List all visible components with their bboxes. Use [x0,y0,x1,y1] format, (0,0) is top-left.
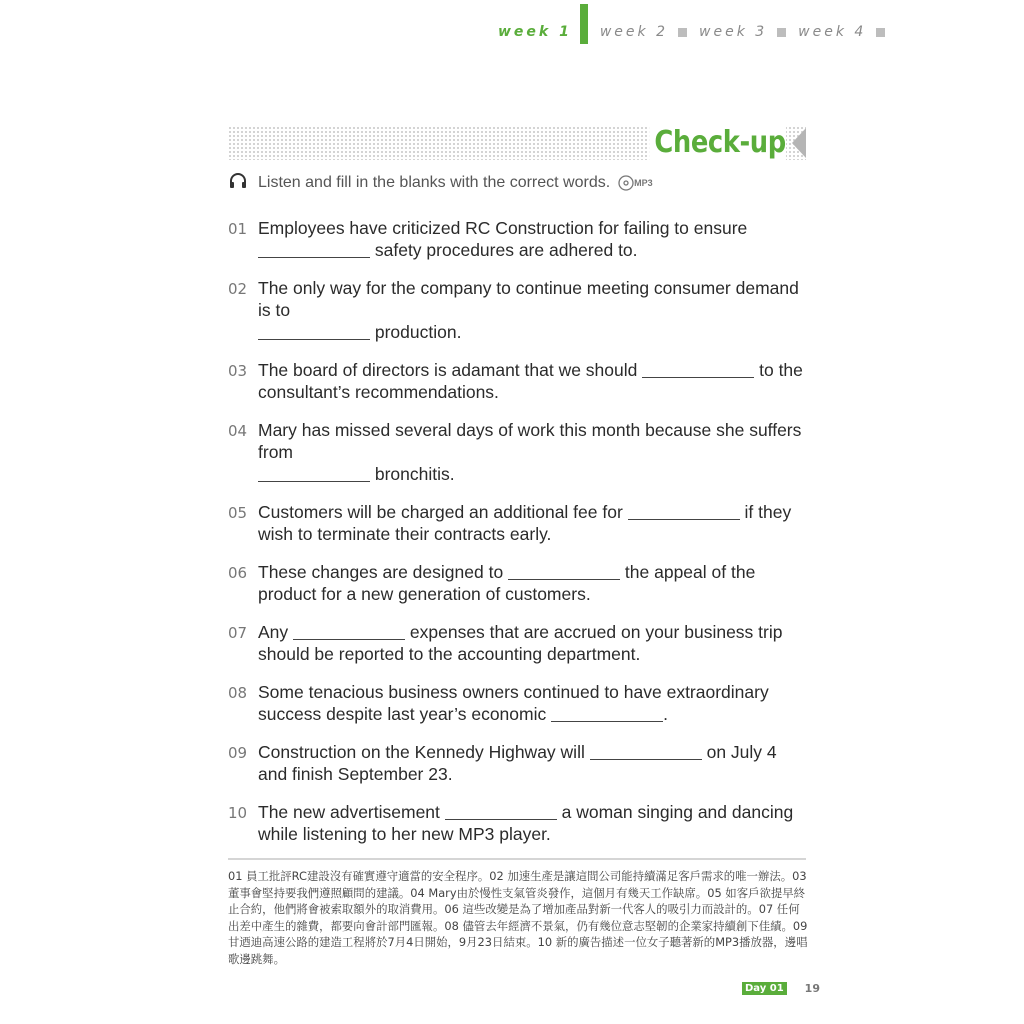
question-text-after: expenses that are accrued on your business trip should be reported to the accounting department. [258,622,783,664]
answer-blank[interactable] [642,361,754,378]
question-text [258,501,808,545]
question-text-after: on July 4 and finish September 23. [258,742,777,784]
question-text-after: a woman singing and dancing while listening to her new MP3 player. [258,802,794,844]
question-text-before: Employees have criticized RC Construction for failing to ensure [258,218,748,238]
page-number: 19 [804,982,820,995]
question-number: 06 [228,564,248,582]
question-number: 02 [228,280,248,298]
answer-blank[interactable] [508,563,620,580]
translation-text: 01 員工批評RC建設沒有確實遵守適當的安全程序。02 加速生產是讓這間公司能持續滿足客戶需求的唯一辦法。03 董事會堅持要我們遵照顧問的建議。04 Mary由於慢性支氣管炎發作，這個月有幾天工作缺席。05 如客戶欲提早終止合約，他們將會被索取額外的取消費用。06 這些改變是為了增加產品對新一代客人的吸引力而設計的。07 任何出差中產生的雜費，都要向會計部門匯報。08 儘管去年經濟不景氣，仍有幾位意志堅韌的企業家持續創下佳績。09 甘迺迪高速公路的建造工程將於7月4日開始，9月23日結束。10 新的廣告描述一位女子聽著新的MP3播放器，邊唱歌邊跳舞。 [228,869,808,966]
question-text-after: . [663,704,668,724]
question-text-before: Some tenacious business owners continued to have extraordinary success despite last year’s economic [258,682,769,724]
question-text-after: safety procedures are adhered to. [370,240,638,260]
headphones-icon [228,171,248,196]
answer-blank[interactable] [258,465,370,482]
question-text-before: The only way for the company to continue meeting consumer demand is to [258,278,799,320]
question-item [228,277,808,343]
question-number: 08 [228,684,248,702]
question-text [258,801,808,845]
arrow-icon [792,128,806,158]
section-title: Check-up [649,126,786,160]
answer-blank[interactable] [293,623,405,640]
question-text [258,681,808,725]
mp3-audio-button[interactable] [618,175,653,191]
question-number: 01 [228,220,248,238]
question-text-before: Mary has missed several days of work this month because she suffers from [258,420,802,462]
question-text [258,419,808,485]
question-text [258,741,808,785]
question-text-after: to the consultant’s recommendations. [258,360,803,402]
question-text-before: Construction on the Kennedy Highway will [258,742,590,762]
separator-square [678,28,687,37]
question-text-before: The board of directors is adamant that we should [258,360,643,380]
question-text [258,277,808,343]
question-number: 07 [228,624,248,642]
answer-blank[interactable] [445,803,557,820]
separator-square [876,28,885,37]
question-item [228,217,808,261]
question-text-after: production. [370,322,462,342]
question-text [258,359,808,403]
question-number: 05 [228,504,248,522]
checkup-banner [228,126,806,160]
instruction-text: Listen and fill in the blanks with the correct words. [258,174,611,191]
answer-blank[interactable] [258,323,370,340]
day-badge: Day 01 [742,982,787,995]
question-item [228,561,808,605]
question-text [258,561,808,605]
question-text [258,621,808,665]
question-number: 03 [228,362,248,380]
week-navigation [498,22,897,42]
question-text-after: if they wish to terminate their contracts early. [258,502,792,544]
question-text-before: Customers will be charged an additional fee for [258,502,628,522]
question-text-before: The new advertisement [258,802,445,822]
disc-icon [618,175,634,191]
question-item [228,801,808,845]
question-item [228,501,808,545]
question-item [228,741,808,785]
week-tab-2: week 2 [599,24,669,40]
question-text-after: the appeal of the product for a new generation of customers. [258,562,756,604]
active-week-marker [580,4,588,44]
question-number: 04 [228,422,248,440]
question-item [228,359,808,403]
separator-square [777,28,786,37]
week-tab-4: week 4 [798,24,867,40]
instruction-line [228,172,653,194]
question-text-before: These changes are designed to [258,562,509,582]
answer-blank[interactable] [258,241,370,258]
question-number: 09 [228,744,248,762]
question-number: 10 [228,804,248,822]
divider [228,858,806,860]
question-item [228,419,808,485]
week-tab-1: week 1 [498,24,572,40]
question-text-after: bronchitis. [370,464,455,484]
question-item [228,681,808,725]
page-footer [742,982,820,995]
answer-blank[interactable] [590,743,702,760]
question-text-before: Any [258,622,294,642]
question-item [228,621,808,665]
week-tab-3: week 3 [699,24,768,40]
mp3-label: MP3 [634,178,653,188]
question-list [228,217,808,861]
question-text [258,217,747,261]
answer-blank[interactable] [551,705,663,722]
answer-blank[interactable] [628,503,740,520]
